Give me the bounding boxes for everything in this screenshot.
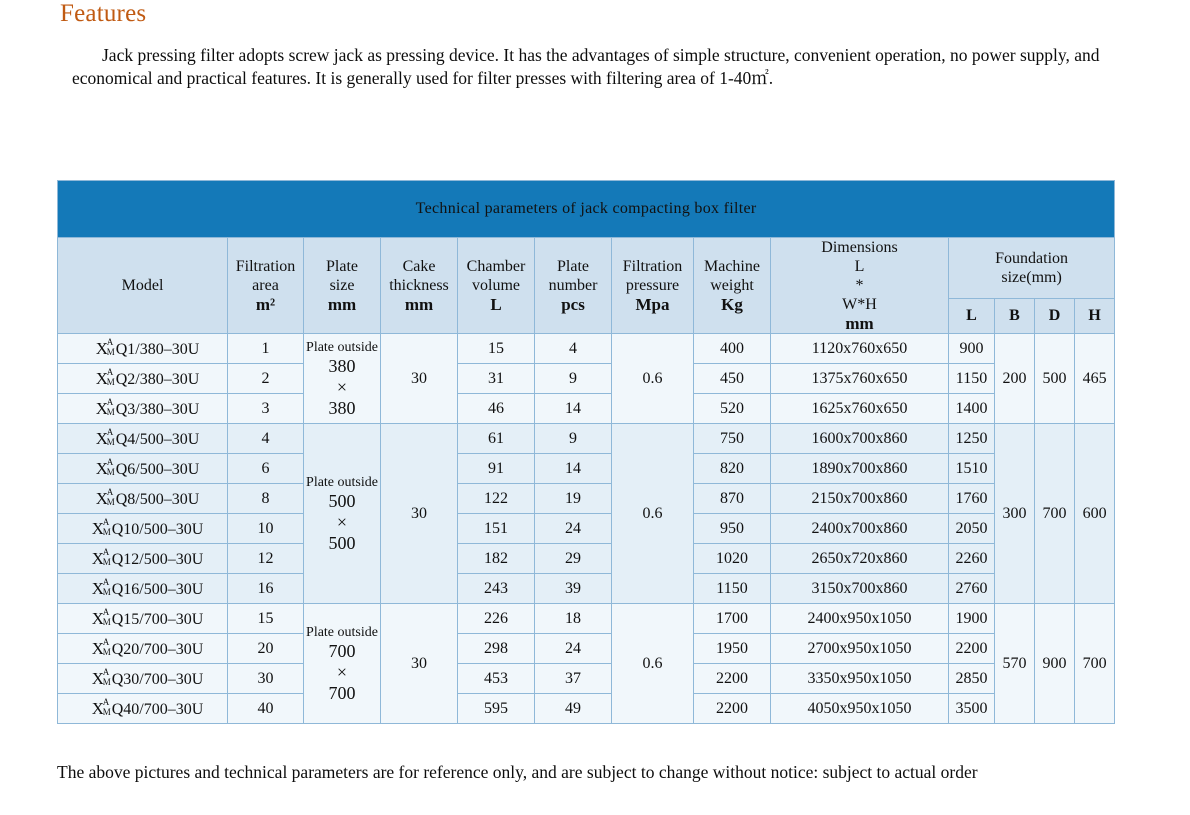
cell-foundation-b: 300 — [995, 424, 1035, 604]
table-row — [58, 454, 1115, 484]
cell-dimensions: 2400x950x1050 — [771, 604, 949, 634]
cell-filtration-area: 12 — [228, 544, 304, 574]
col-header-3: Cake thickness mm — [381, 238, 458, 334]
cell-dimensions: 1890x700x860 — [771, 454, 949, 484]
cell-filtration-pressure: 0.6 — [612, 604, 694, 724]
spec-table — [57, 180, 1115, 724]
cell-plate-number: 9 — [535, 424, 612, 454]
table-row — [58, 394, 1115, 424]
col-header-foundation-b: B — [995, 298, 1035, 333]
cell-foundation-d: 500 — [1035, 334, 1075, 424]
cell-dimensions: 2400x700x860 — [771, 514, 949, 544]
table-row — [58, 694, 1115, 724]
cell-machine-weight: 1700 — [694, 604, 771, 634]
cell-plate-number: 29 — [535, 544, 612, 574]
cell-model: X A M Q20/700–30U — [58, 634, 228, 664]
cell-foundation-l: 1760 — [949, 484, 995, 514]
cell-chamber-volume: 226 — [458, 604, 535, 634]
cell-filtration-area: 3 — [228, 394, 304, 424]
cell-foundation-l: 1900 — [949, 604, 995, 634]
cell-model: X A M Q30/700–30U — [58, 664, 228, 694]
footnote-text: The above pictures and technical parameters are for reference only, and are subject to change without notice: subject to actual order — [57, 762, 978, 782]
cell-foundation-l: 2760 — [949, 574, 995, 604]
table-title-row — [58, 181, 1115, 238]
cell-plate-number: 18 — [535, 604, 612, 634]
col-header-8: Dimensions L * W*H mm — [771, 238, 949, 334]
cell-foundation-d: 700 — [1035, 424, 1075, 604]
cell-machine-weight: 2200 — [694, 664, 771, 694]
cell-dimensions: 4050x950x1050 — [771, 694, 949, 724]
cell-model: X A M Q1/380–30U — [58, 334, 228, 364]
cell-dimensions: 3350x950x1050 — [771, 664, 949, 694]
cell-chamber-volume: 595 — [458, 694, 535, 724]
cell-dimensions: 2650x720x860 — [771, 544, 949, 574]
cell-filtration-area: 6 — [228, 454, 304, 484]
cell-machine-weight: 2200 — [694, 694, 771, 724]
cell-foundation-l: 3500 — [949, 694, 995, 724]
cell-chamber-volume: 61 — [458, 424, 535, 454]
table-row — [58, 364, 1115, 394]
cell-model: X A M Q2/380–30U — [58, 364, 228, 394]
cell-model: X A M Q15/700–30U — [58, 604, 228, 634]
cell-foundation-b: 200 — [995, 334, 1035, 424]
cell-dimensions: 1120x760x650 — [771, 334, 949, 364]
cell-filtration-area: 10 — [228, 514, 304, 544]
cell-machine-weight: 400 — [694, 334, 771, 364]
cell-plate-number: 14 — [535, 454, 612, 484]
cell-filtration-area: 20 — [228, 634, 304, 664]
cell-model: X A M Q16/500–30U — [58, 574, 228, 604]
cell-plate-size: Plate outside 700 × 700 — [304, 604, 381, 724]
cell-chamber-volume: 243 — [458, 574, 535, 604]
cell-plate-number: 39 — [535, 574, 612, 604]
cell-filtration-area: 2 — [228, 364, 304, 394]
cell-filtration-pressure: 0.6 — [612, 334, 694, 424]
cell-dimensions: 1600x700x860 — [771, 424, 949, 454]
cell-foundation-d: 900 — [1035, 604, 1075, 724]
cell-filtration-area: 15 — [228, 604, 304, 634]
intro-paragraph: Jack pressing filter adopts screw jack as pressing device. It has the advantages of simple structure, convenient operation, no power supply, and economical and practical features. It is generally used for filter presses with filtering area of 1-40㎡. — [72, 45, 1100, 88]
cell-cake-thickness: 30 — [381, 424, 458, 604]
col-header-foundation-l: L — [949, 298, 995, 333]
cell-filtration-pressure: 0.6 — [612, 424, 694, 604]
cell-plate-number: 9 — [535, 364, 612, 394]
cell-foundation-l: 2260 — [949, 544, 995, 574]
cell-model: X A M Q8/500–30U — [58, 484, 228, 514]
cell-chamber-volume: 298 — [458, 634, 535, 664]
table-row — [58, 664, 1115, 694]
cell-plate-number: 4 — [535, 334, 612, 364]
cell-filtration-area: 30 — [228, 664, 304, 694]
cell-plate-number: 14 — [535, 394, 612, 424]
table-row — [58, 574, 1115, 604]
cell-foundation-l: 1150 — [949, 364, 995, 394]
cell-machine-weight: 870 — [694, 484, 771, 514]
cell-filtration-area: 4 — [228, 424, 304, 454]
cell-foundation-h: 700 — [1075, 604, 1115, 724]
cell-filtration-area: 16 — [228, 574, 304, 604]
col-header-4: Chamber volume L — [458, 238, 535, 334]
cell-foundation-l: 2050 — [949, 514, 995, 544]
cell-chamber-volume: 122 — [458, 484, 535, 514]
cell-machine-weight: 750 — [694, 424, 771, 454]
col-header-2: Plate size mm — [304, 238, 381, 334]
cell-plate-size: Plate outside 380 × 380 — [304, 334, 381, 424]
cell-plate-number: 19 — [535, 484, 612, 514]
cell-dimensions: 2150x700x860 — [771, 484, 949, 514]
col-header-1: Filtration area m² — [228, 238, 304, 334]
cell-machine-weight: 950 — [694, 514, 771, 544]
cell-foundation-l: 1400 — [949, 394, 995, 424]
cell-foundation-l: 1250 — [949, 424, 995, 454]
cell-plate-size: Plate outside 500 × 500 — [304, 424, 381, 604]
cell-filtration-area: 40 — [228, 694, 304, 724]
table-row — [58, 334, 1115, 364]
cell-dimensions: 2700x950x1050 — [771, 634, 949, 664]
cell-plate-number: 24 — [535, 634, 612, 664]
cell-cake-thickness: 30 — [381, 604, 458, 724]
cell-plate-number: 24 — [535, 514, 612, 544]
table-row — [58, 514, 1115, 544]
cell-chamber-volume: 15 — [458, 334, 535, 364]
cell-foundation-h: 465 — [1075, 334, 1115, 424]
cell-foundation-l: 2850 — [949, 664, 995, 694]
page-title: Features — [60, 0, 147, 27]
cell-chamber-volume: 182 — [458, 544, 535, 574]
col-header-7: Machine weight Kg — [694, 238, 771, 334]
table-header-row — [58, 238, 1115, 299]
col-header-model: Model — [58, 238, 228, 334]
spec-table-container — [57, 180, 1114, 724]
col-header-6: Filtration pressure Mpa — [612, 238, 694, 334]
cell-machine-weight: 450 — [694, 364, 771, 394]
cell-foundation-b: 570 — [995, 604, 1035, 724]
cell-machine-weight: 1150 — [694, 574, 771, 604]
cell-model: X A M Q6/500–30U — [58, 454, 228, 484]
cell-model: X A M Q12/500–30U — [58, 544, 228, 574]
cell-machine-weight: 1020 — [694, 544, 771, 574]
cell-dimensions: 1375x760x650 — [771, 364, 949, 394]
cell-chamber-volume: 46 — [458, 394, 535, 424]
col-header-5: Plate number pcs — [535, 238, 612, 334]
cell-dimensions: 1625x760x650 — [771, 394, 949, 424]
cell-cake-thickness: 30 — [381, 334, 458, 424]
table-row — [58, 544, 1115, 574]
cell-model: X A M Q3/380–30U — [58, 394, 228, 424]
cell-plate-number: 49 — [535, 694, 612, 724]
cell-foundation-l: 900 — [949, 334, 995, 364]
cell-chamber-volume: 91 — [458, 454, 535, 484]
cell-machine-weight: 520 — [694, 394, 771, 424]
cell-chamber-volume: 151 — [458, 514, 535, 544]
cell-model: X A M Q10/500–30U — [58, 514, 228, 544]
cell-filtration-area: 8 — [228, 484, 304, 514]
cell-machine-weight: 820 — [694, 454, 771, 484]
col-header-foundation-d: D — [1035, 298, 1075, 333]
cell-chamber-volume: 31 — [458, 364, 535, 394]
col-header-foundation-h: H — [1075, 298, 1115, 333]
col-header-foundation: Foundation size(mm) — [949, 238, 1115, 299]
cell-filtration-area: 1 — [228, 334, 304, 364]
table-row — [58, 484, 1115, 514]
table-row — [58, 424, 1115, 454]
table-row — [58, 604, 1115, 634]
cell-dimensions: 3150x700x860 — [771, 574, 949, 604]
cell-plate-number: 37 — [535, 664, 612, 694]
cell-foundation-l: 1510 — [949, 454, 995, 484]
cell-foundation-h: 600 — [1075, 424, 1115, 604]
cell-model: X A M Q4/500–30U — [58, 424, 228, 454]
cell-machine-weight: 1950 — [694, 634, 771, 664]
cell-foundation-l: 2200 — [949, 634, 995, 664]
cell-model: X A M Q40/700–30U — [58, 694, 228, 724]
table-row — [58, 634, 1115, 664]
cell-chamber-volume: 453 — [458, 664, 535, 694]
table-title: Technical parameters of jack compacting box filter — [58, 181, 1115, 238]
